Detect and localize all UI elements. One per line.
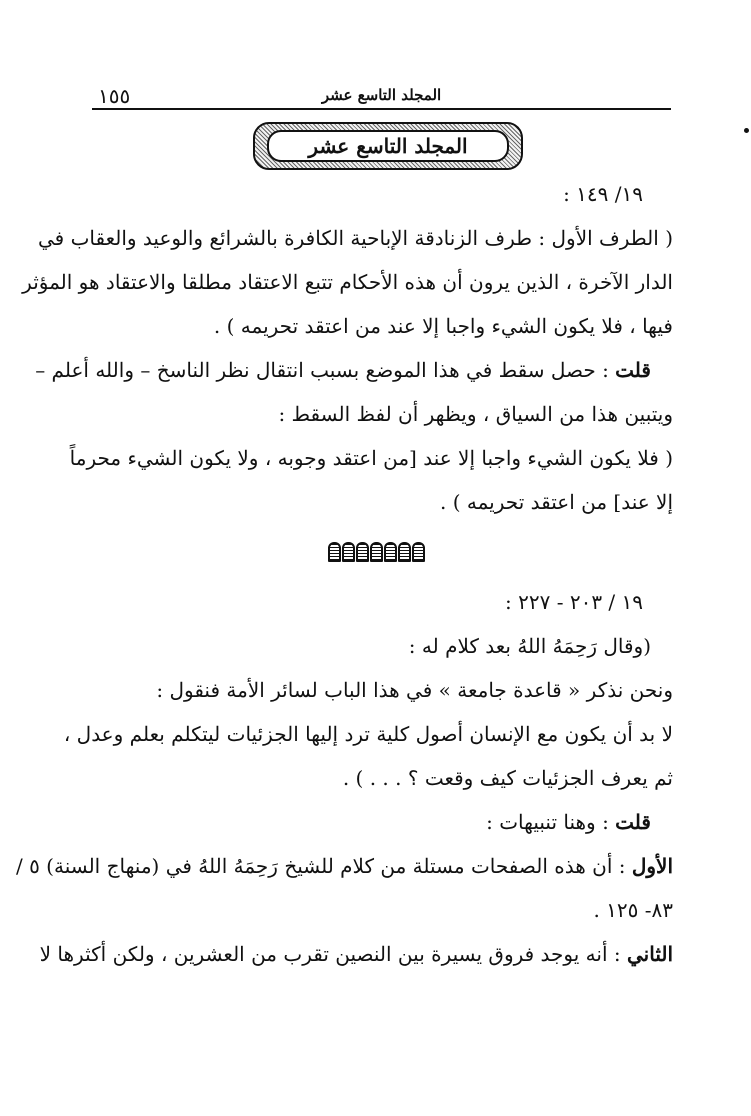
ornament-glyph <box>384 542 397 562</box>
correction-line: ( فلا يكون الشيء واجبا إلا عند [من اعتقد وجوبه ، ولا يكون الشيء محرماً <box>69 446 673 470</box>
margin-dot <box>744 128 749 133</box>
chapter-title: المجلد التاسع عشر <box>267 130 509 162</box>
note-text: : وهنا تنبيهات : <box>486 810 616 834</box>
note-text: : حصل سقط في هذا الموضع بسبب انتقال نظر الناسخ – والله أعلم – <box>35 358 616 382</box>
ornament-glyph <box>412 542 425 562</box>
correction-line: إلا عند] من اعتقد تحريمه ) . <box>440 490 673 514</box>
chapter-title-frame <box>253 122 523 170</box>
note-label: قلت <box>615 810 651 834</box>
remark-first <box>15 844 673 888</box>
remark-first-text: : أن هذه الصفحات مستلة من كلام للشيخ رَحِمَهُ اللهُ في (منهاج السنة) ٥ / <box>15 854 632 878</box>
remark-first-label: الأول <box>631 854 673 878</box>
ornament-glyph <box>342 542 355 562</box>
note-line: ويتبين هذا من السياق ، ويظهر أن لفظ السقط : <box>278 402 673 426</box>
section1-reference: ١٩/ ١٤٩ : <box>563 182 643 206</box>
quote-line: ( الطرف الأول : طرف الزنادقة الإباحية الكافرة بالشرائع والوعيد والعقاب في <box>37 226 673 250</box>
quote-line: فيها ، فلا يكون الشيء واجبا إلا عند من اعتقد تحريمه ) . <box>213 314 673 338</box>
page-body <box>15 172 673 976</box>
page-header <box>92 78 671 110</box>
remark-second-label: الثاني <box>626 942 673 966</box>
remark-second-text: : أنه يوجد فروق يسيرة بين النصين تقرب من العشرين ، ولكن أكثرها لا <box>39 942 627 966</box>
quote-line: الدار الآخرة ، الذين يرون أن هذه الأحكام تتبع الاعتقاد مطلقا والاعتقاد هو المؤثر <box>22 270 673 294</box>
remark-first-continuation: ٨٣- ١٢٥ . <box>593 898 673 922</box>
quote-line: ونحن نذكر « قاعدة جامعة » في هذا الباب لسائر الأمة فنقول : <box>156 678 673 702</box>
quote-line: ثم يعرف الجزئيات كيف وقعت ؟ . . . ) . <box>342 766 673 790</box>
section-divider-ornament <box>80 524 673 580</box>
note-label: قلت <box>615 358 651 382</box>
quote-line: لا بد أن يكون مع الإنسان أصول كلية ترد إليها الجزئيات ليتكلم بعلم وعدل ، <box>63 722 673 746</box>
section2-reference: ١٩ / ٢٠٣ - ٢٢٧ : <box>505 590 643 614</box>
page-number: ١٥٥ <box>98 84 131 108</box>
remark-second <box>39 932 673 976</box>
ornament-glyph <box>370 542 383 562</box>
ornament-glyph <box>356 542 369 562</box>
note-line <box>80 800 673 844</box>
quote-intro: (وقال رَحِمَهُ اللهُ بعد كلام له : <box>408 634 651 658</box>
ornament-glyph <box>398 542 411 562</box>
ornament-glyph <box>328 542 341 562</box>
note-line <box>35 348 673 392</box>
running-title: المجلد التاسع عشر <box>321 86 442 104</box>
